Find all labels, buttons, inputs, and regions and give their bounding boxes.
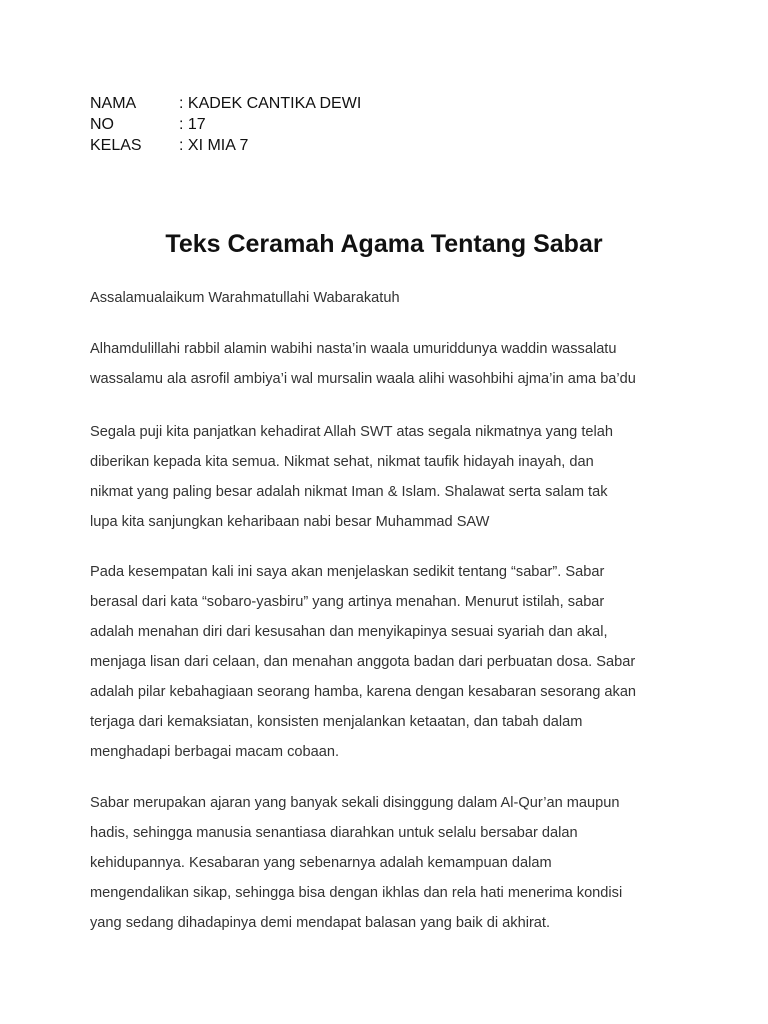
- paragraph-line: Alhamdulillahi rabbil alamin wabihi nasta’in waala umuriddunya waddin wassalatu: [90, 341, 617, 357]
- paragraph-line: terjaga dari kemaksiatan, konsisten menjalankan ketaatan, dan tabah dalam: [90, 714, 583, 730]
- paragraph-line: Pada kesempatan kali ini saya akan menjelaskan sedikit tentang “sabar”. Sabar: [90, 564, 605, 580]
- paragraph-sabar-teaching: [90, 788, 690, 938]
- identity-value: : 17: [179, 116, 206, 133]
- paragraph-line: Segala puji kita panjatkan kehadirat Allah SWT atas segala nikmatnya yang telah: [90, 424, 613, 440]
- identity-label: KELAS: [90, 137, 142, 154]
- paragraph-line: adalah menahan diri dari kesusahan dan menyikapinya sesuai syariah dan akal,: [90, 624, 608, 640]
- paragraph-praise: [90, 417, 690, 537]
- paragraph-line: diberikan kepada kita semua. Nikmat sehat, nikmat taufik hidayah inayah, dan: [90, 454, 594, 470]
- paragraph-line: berasal dari kata “sobaro-yasbiru” yang artinya menahan. Menurut istilah, sabar: [90, 594, 605, 610]
- paragraph-line: wassalamu ala asrofil ambiya’i wal mursalin waala alihi wasohbihi ajma’in ama ba’du: [90, 371, 636, 387]
- paragraph-line: Assalamualaikum Warahmatullahi Wabarakatuh: [90, 290, 400, 306]
- identity-row-class: [90, 135, 361, 156]
- paragraph-line: kehidupannya. Kesabaran yang sebenarnya adalah kemampuan dalam: [90, 855, 552, 871]
- greeting-paragraph: [90, 283, 690, 313]
- paragraph-line: adalah pilar kebahagiaan seorang hamba, karena dengan kesabaran sesorang akan: [90, 684, 637, 700]
- document-title: Teks Ceramah Agama Tentang Sabar: [165, 230, 603, 258]
- identity-value: : XI MIA 7: [179, 137, 249, 154]
- paragraph-line: menghadapi berbagai macam cobaan.: [90, 744, 340, 760]
- identity-row-name: [90, 93, 361, 114]
- paragraph-opening-prayer: [90, 334, 690, 394]
- paragraph-line: lupa kita sanjungkan keharibaan nabi besar Muhammad SAW: [90, 514, 490, 530]
- student-identity-block: [90, 93, 361, 156]
- paragraph-definition-sabar: [90, 557, 690, 767]
- identity-value: : KADEK CANTIKA DEWI: [179, 95, 362, 112]
- identity-label: NO: [90, 116, 114, 133]
- paragraph-line: menjaga lisan dari celaan, dan menahan anggota badan dari perbuatan dosa. Sabar: [90, 654, 636, 670]
- identity-row-number: [90, 114, 361, 135]
- paragraph-line: nikmat yang paling besar adalah nikmat Iman & Islam. Shalawat serta salam tak: [90, 484, 608, 500]
- identity-label: NAMA: [90, 95, 137, 112]
- paragraph-line: mengendalikan sikap, sehingga bisa dengan ikhlas dan rela hati menerima kondisi: [90, 885, 623, 901]
- paragraph-line: hadis, sehingga manusia senantiasa diarahkan untuk selalu bersabar dalan: [90, 825, 578, 841]
- paragraph-line: Sabar merupakan ajaran yang banyak sekali disinggung dalam Al-Qur’an maupun: [90, 795, 620, 811]
- paragraph-line: yang sedang dihadapinya demi mendapat balasan yang baik di akhirat.: [90, 915, 551, 931]
